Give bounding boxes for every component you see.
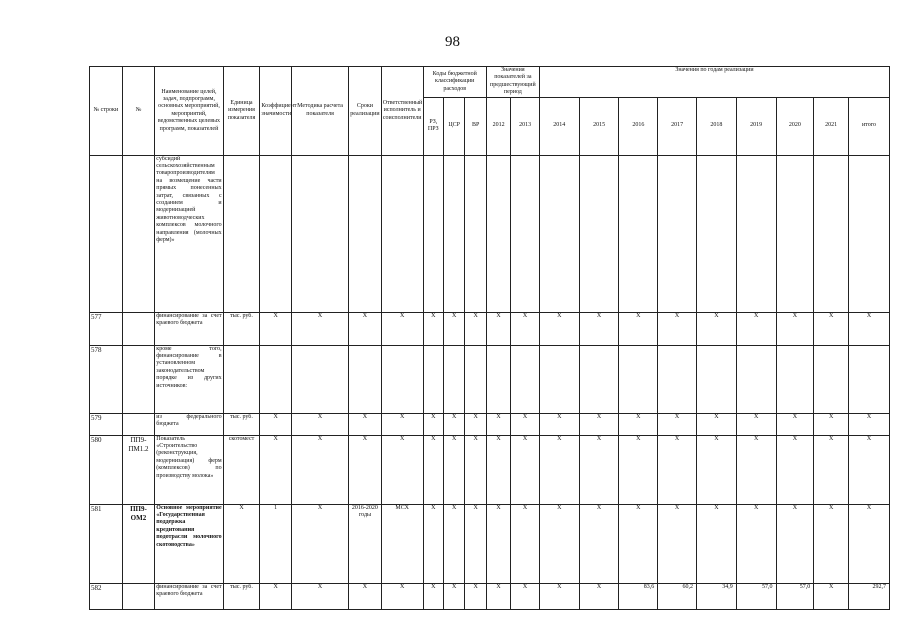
row-method: Х [291,413,348,435]
row-method: Х [291,504,348,583]
row-method [291,155,348,312]
row-value [511,345,540,413]
row-name: Основное мероприятие «Государственная поддержка кредитования подотрасли молочного скотоводства» [155,504,223,583]
header-year-values: Значения по годам реализации [539,67,889,98]
row-value [443,345,464,413]
row-value: Х [486,312,510,345]
row-value: Х [486,435,510,504]
row-value: 57,0 [736,583,776,609]
row-value: Х [696,413,736,435]
row-value: Х [511,504,540,583]
table-row [90,155,890,312]
header-code-0: РЗ, ПРЗ [423,97,443,155]
row-value: Х [539,312,579,345]
row-value: Х [579,504,619,583]
row-value: Х [465,583,486,609]
row-value [619,345,658,413]
row-value: Х [696,435,736,504]
row-unit: Х [223,504,260,583]
row-value: Х [465,435,486,504]
row-value: Х [658,504,697,583]
row-terms [349,155,382,312]
row-unit: тыс. руб. [223,312,260,345]
row-coefficient: Х [260,312,292,345]
row-name: из федерального бюджета [155,413,223,435]
row-value: Х [848,435,889,504]
row-code [122,413,155,435]
row-value: Х [814,435,849,504]
row-code [122,312,155,345]
row-executor [381,345,423,413]
row-coefficient: Х [260,435,292,504]
row-unit: тыс. руб. [223,413,260,435]
header-year-5: 2017 [658,97,697,155]
row-terms [349,345,382,413]
row-value [776,155,814,312]
header-year-0: 2012 [486,97,510,155]
header-row-number: № строки [90,67,123,156]
row-name: финансирование за счет краевого бюджета [155,583,223,609]
header-code-1: ЦСР [443,97,464,155]
row-value: Х [814,413,849,435]
row-number: 578 [90,345,123,413]
row-value: Х [776,435,814,504]
row-value: Х [579,583,619,609]
row-coefficient: Х [260,413,292,435]
row-value: Х [619,504,658,583]
row-value: Х [443,435,464,504]
row-value: Х [539,435,579,504]
row-value: Х [814,583,849,609]
row-value: Х [776,312,814,345]
row-value [736,155,776,312]
row-value [736,345,776,413]
row-value: Х [776,504,814,583]
row-value: 60,2 [658,583,697,609]
row-code [122,155,155,312]
table-row [90,583,890,609]
row-value [465,345,486,413]
row-coefficient [260,345,292,413]
row-value [465,155,486,312]
header-prev-values: Значения показателей за предшествующий период [486,67,539,98]
table-row [90,345,890,413]
row-value: Х [736,435,776,504]
row-value: Х [658,435,697,504]
row-value: Х [423,413,443,435]
row-number: 580 [90,435,123,504]
row-executor: МСХ [381,504,423,583]
row-method: Х [291,583,348,609]
row-value [511,155,540,312]
row-value [539,345,579,413]
row-value [486,345,510,413]
row-value: Х [511,583,540,609]
header-number: № [122,67,155,156]
row-terms: Х [349,413,382,435]
row-value: Х [579,413,619,435]
row-method: Х [291,312,348,345]
row-value: Х [619,435,658,504]
row-value [658,155,697,312]
row-code: ПП9-ПМ1.2 [122,435,155,504]
row-value: Х [736,312,776,345]
row-value: Х [619,413,658,435]
row-value [539,155,579,312]
row-value: Х [465,312,486,345]
row-value [443,155,464,312]
table-row [90,413,890,435]
row-terms: Х [349,312,382,345]
row-value: 83,6 [619,583,658,609]
row-value: Х [776,413,814,435]
row-value: Х [486,413,510,435]
header-year-10: итого [848,97,889,155]
row-executor: Х [381,413,423,435]
row-executor: Х [381,435,423,504]
row-value: Х [539,413,579,435]
row-value: Х [423,435,443,504]
row-name: финансирование за счет краевого бюджета [155,312,223,345]
row-value: Х [486,504,510,583]
table-row [90,312,890,345]
row-number: 579 [90,413,123,435]
row-value [814,345,849,413]
row-value [579,345,619,413]
row-value: Х [658,312,697,345]
header-year-1: 2013 [511,97,540,155]
row-value: Х [423,583,443,609]
row-value: Х [696,312,736,345]
row-value: Х [465,504,486,583]
row-value [579,155,619,312]
row-value: Х [443,504,464,583]
row-value: 34,9 [696,583,736,609]
page-number: 98 [445,34,460,50]
row-terms: 2016-2020 годы [349,504,382,583]
header-year-3: 2015 [579,97,619,155]
row-number: 582 [90,583,123,609]
row-value: Х [443,583,464,609]
row-value [814,155,849,312]
row-executor: Х [381,312,423,345]
header-terms: Сроки реализации [349,67,382,156]
row-value: Х [736,504,776,583]
row-value: 292,7 [848,583,889,609]
row-value [486,155,510,312]
row-unit: тыс. руб. [223,583,260,609]
row-value: Х [465,413,486,435]
row-executor [381,155,423,312]
table-row [90,435,890,504]
row-value: Х [848,312,889,345]
row-value: Х [658,413,697,435]
row-value: Х [848,504,889,583]
row-name: Показатель «Строительство (реконструкция, модернизация) ферм (комплексов) по производству молока» [155,435,223,504]
row-value: Х [736,413,776,435]
row-method [291,345,348,413]
row-code: ПП9-ОМ2 [122,504,155,583]
row-value: Х [443,312,464,345]
header-code-2: ВР [465,97,486,155]
row-value [848,155,889,312]
row-coefficient: Х [260,583,292,609]
row-terms: Х [349,435,382,504]
row-value [423,345,443,413]
row-value [658,345,697,413]
header-name: Наименование целей, задач, подпрограмм, основных мероприятий, мероприятий, ведомственных целевых программ, показателей [155,67,223,156]
row-value [696,345,736,413]
row-terms: Х [349,583,382,609]
row-value: Х [579,312,619,345]
row-unit [223,155,260,312]
row-value [848,345,889,413]
row-value: Х [539,504,579,583]
row-value: Х [511,312,540,345]
header-year-9: 2021 [814,97,849,155]
row-name: кроме того, финансирование в установленном законодательством порядке из других источников: [155,345,223,413]
row-unit: скотомест [223,435,260,504]
row-value [776,345,814,413]
row-code [122,345,155,413]
row-code [122,583,155,609]
row-value: Х [696,504,736,583]
row-number: 581 [90,504,123,583]
row-value: Х [443,413,464,435]
row-coefficient [260,155,292,312]
header-executor: Ответственный исполнитель и соисполнители [381,67,423,156]
row-unit [223,345,260,413]
header-year-2: 2014 [539,97,579,155]
row-value: Х [511,435,540,504]
row-value [423,155,443,312]
row-value: Х [539,583,579,609]
header-budget-codes: Коды бюджетной классификации расходов [423,67,486,98]
row-value: Х [814,504,849,583]
row-value: 57,0 [776,583,814,609]
row-coefficient: 1 [260,504,292,583]
row-value: Х [619,312,658,345]
row-value: Х [423,504,443,583]
row-value: Х [848,413,889,435]
row-number [90,155,123,312]
header-method: Методика расчета показателя [291,67,348,156]
row-method: Х [291,435,348,504]
row-name: субсидий сельскохозяйственным товаропроизводителям на возмещение части прямых понесенных затрат, связанных с созданием и модернизацией животноводческих комплексов молочного направления (молочных ферм)» [155,155,223,312]
row-executor: Х [381,583,423,609]
table-row [90,504,890,583]
row-number: 577 [90,312,123,345]
row-value: Х [579,435,619,504]
header-year-6: 2018 [696,97,736,155]
header-year-7: 2019 [736,97,776,155]
row-value [696,155,736,312]
row-value: Х [511,413,540,435]
header-coefficient: Коэффициент значимости [260,67,292,156]
header-unit: Единица измерения показателя [223,67,260,156]
header-year-8: 2020 [776,97,814,155]
row-value [619,155,658,312]
header-year-4: 2016 [619,97,658,155]
row-value: Х [814,312,849,345]
row-value: Х [486,583,510,609]
row-value: Х [423,312,443,345]
indicators-table [89,66,890,610]
